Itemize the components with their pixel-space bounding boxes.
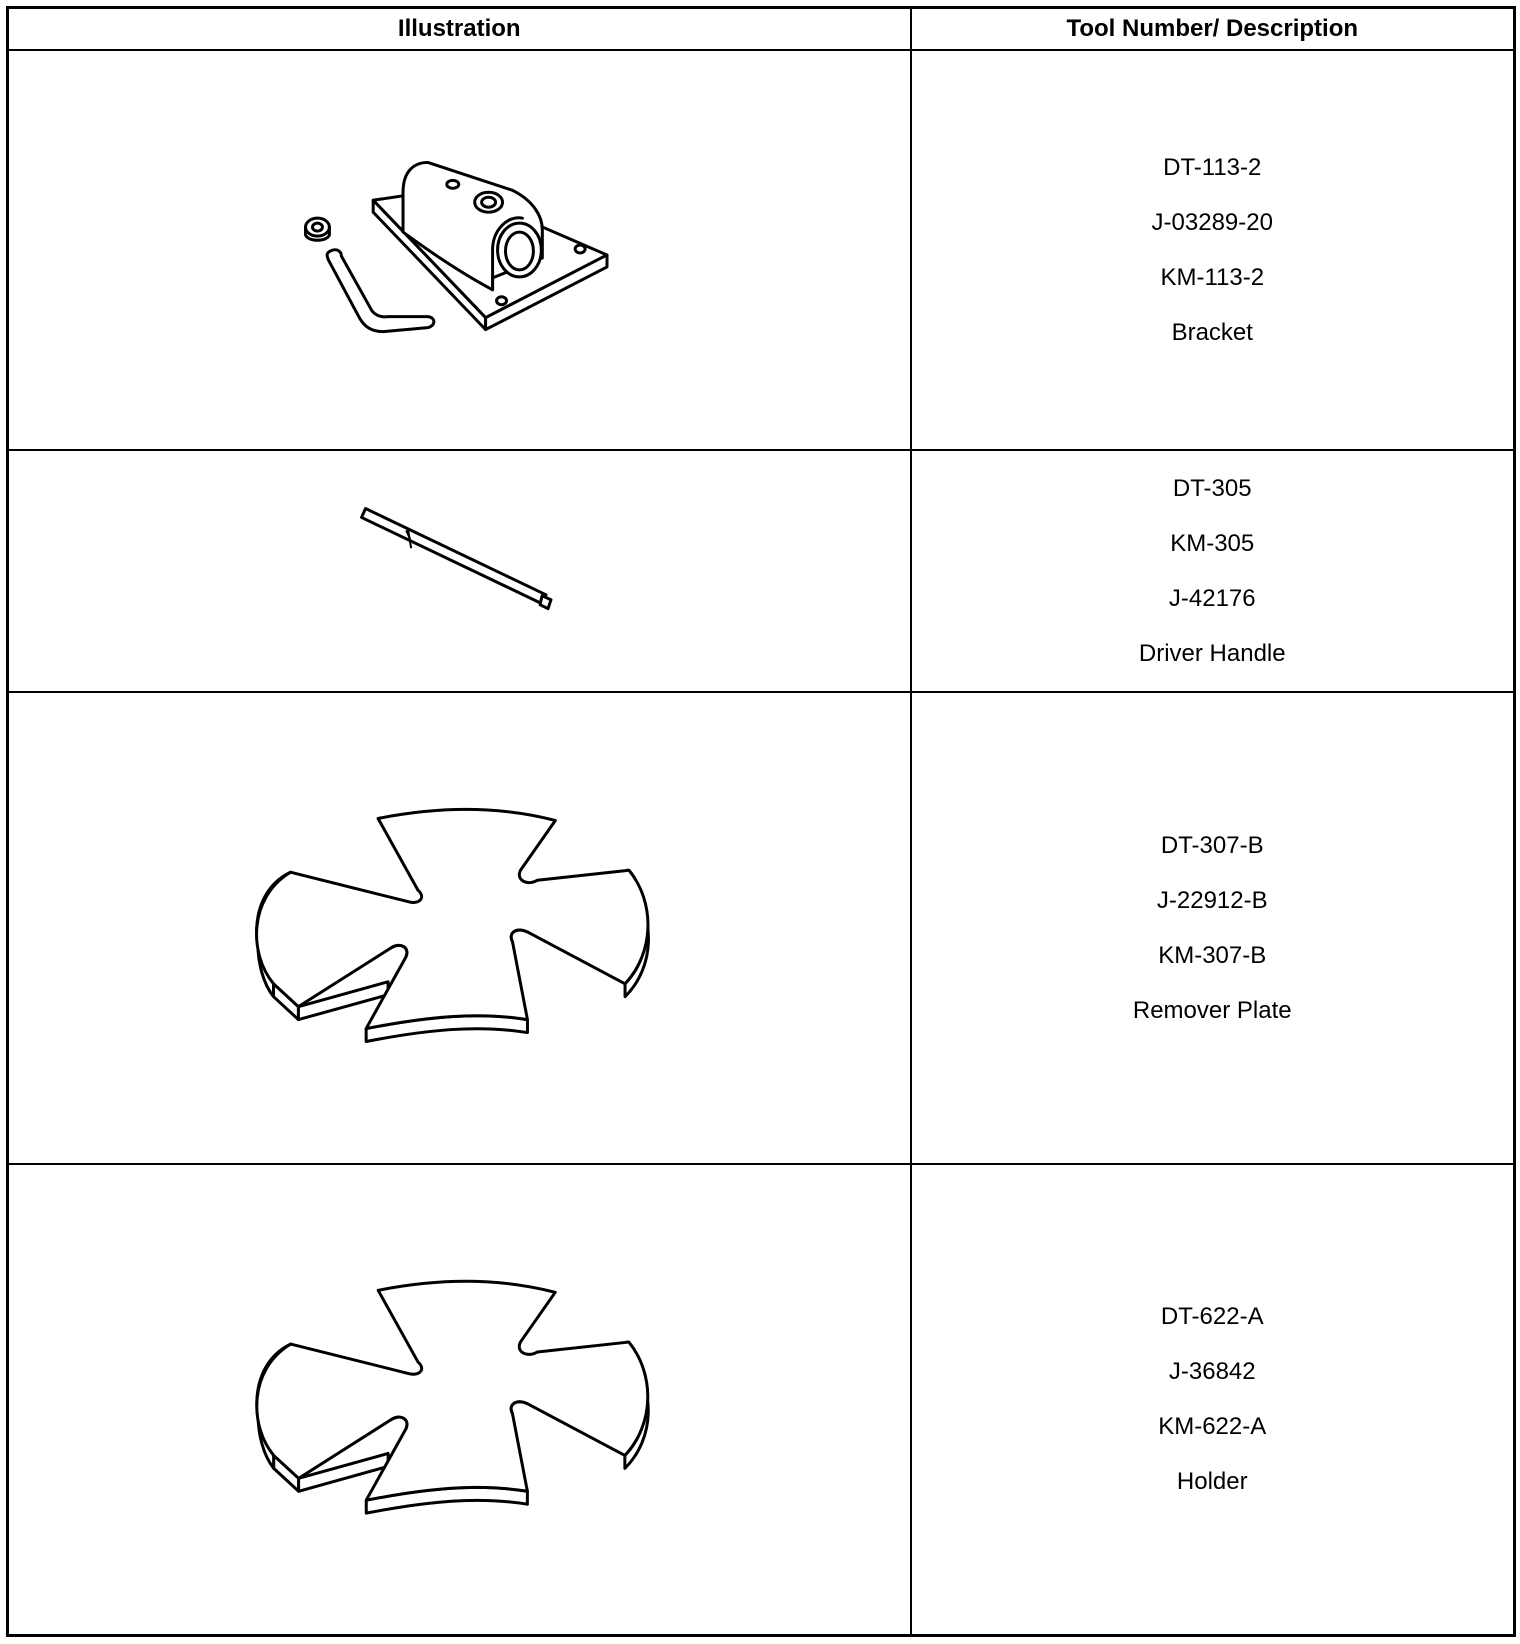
driver-handle-icon [9, 451, 910, 691]
illustration-cell [8, 450, 911, 692]
illustration-cell [8, 50, 911, 450]
tool-description-cell [911, 50, 1515, 450]
tool-number: J-22912-B [1156, 887, 1268, 914]
tool-number: J-42176 [1168, 585, 1256, 612]
tool-number: KM-305 [1170, 530, 1255, 557]
tool-description: Bracket [1171, 319, 1253, 346]
table-row [8, 450, 1515, 692]
table-row [8, 50, 1515, 450]
tool-description-cell [911, 692, 1515, 1164]
table-row [8, 692, 1515, 1164]
illustration-cell [8, 1164, 911, 1635]
tool-description: Driver Handle [1138, 640, 1286, 667]
tool-description-cell [911, 1164, 1515, 1635]
tool-number: DT-305 [1172, 475, 1252, 502]
tool-number: KM-113-2 [1160, 264, 1265, 291]
tool-description: Remover Plate [1132, 997, 1292, 1024]
special-tools-table [6, 6, 1516, 1637]
tool-description-cell [911, 450, 1515, 692]
table-row [8, 1164, 1515, 1635]
header-illustration: Illustration [8, 8, 911, 51]
tool-description: Holder [1176, 1468, 1248, 1496]
remover-plate-icon [9, 693, 910, 1163]
tool-number: KM-622-A [1158, 1413, 1267, 1441]
holder-icon [9, 1165, 910, 1634]
tool-number: DT-113-2 [1163, 154, 1262, 181]
tool-number: J-36842 [1168, 1358, 1256, 1386]
header-tool-number: Tool Number/ Description [911, 8, 1515, 51]
tool-number: DT-307-B [1160, 832, 1264, 859]
tool-number: KM-307-B [1158, 942, 1267, 969]
tool-number: DT-622-A [1160, 1303, 1264, 1331]
tool-number: J-03289-20 [1151, 209, 1273, 236]
table-header-row [8, 8, 1515, 51]
illustration-cell [8, 692, 911, 1164]
bracket-icon [9, 51, 910, 449]
